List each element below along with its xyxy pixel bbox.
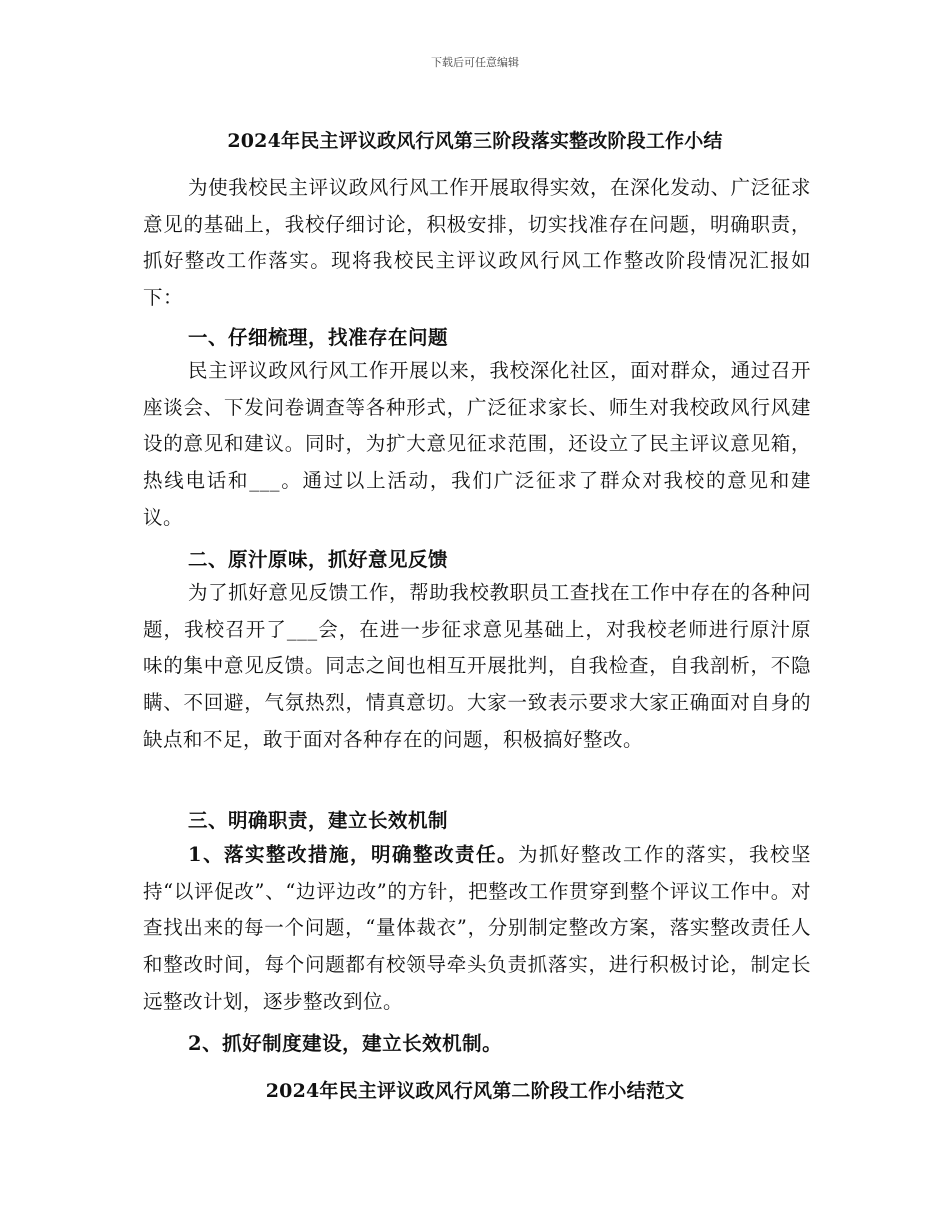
item2-heading: 2、抓好制度建设，建立长效机制。 <box>188 1032 503 1055</box>
section2-heading: 二、原汁原味，抓好意见反馈 <box>188 548 449 571</box>
section1-heading: 一、仔细梳理，找准存在问题 <box>188 326 449 349</box>
section3-heading: 三、明确职责，建立长效机制 <box>188 809 449 832</box>
document-title: 2024年民主评议政风行风第三阶段落实整改阶段工作小结 <box>227 130 723 152</box>
section1-paragraph: 民主评议政风行风工作开展以来，我校深化社区，面对群众，通过召开座谈会、下发问卷调查等各种形式，广泛征求家长、师生对我校政风行风建设的意见和建议。同时，为扩大意见征求范围，还设立了民主评议意见箱，热线电话和___。通过以上活动，我们广泛征求了群众对我校的意见和建议。 <box>143 359 811 529</box>
item1-paragraph <box>143 837 811 1021</box>
item1-lead: 1、落实整改措施，明确整改责任。 <box>188 843 519 866</box>
section2-paragraph: 为了抓好意见反馈工作，帮助我校教职员工查找在工作中存在的各种问题，我校召开了___会，在进一步征求意见基础上，对我校老师进行原汁原味的集中意见反馈。同志之间也相互开展批判，自我检查，自我剖析，不隐瞒、不回避，气氛热烈，情真意切。大家一致表示要求大家正确面对自身的缺点和不足，敢于面对各种存在的问题，积极搞好整改。 <box>143 581 811 751</box>
intro-paragraph: 为使我校民主评议政风行风工作开展取得实效，在深化发动、广泛征求意见的基础上，我校仔细讨论，积极安排，切实找准存在问题，明确职责，抓好整改工作落实。现将我校民主评议政风行风工作整改阶段情况汇报如下： <box>143 176 811 310</box>
item1-body: 为抓好整改工作的落实，我校坚持“以评促改”、“边评边改”的方针，把整改工作贯穿到整个评议工作中。对查找出来的每一个问题，“量体裁衣”，分别制定整改方案，落实整改责任人和整改时间，每个问题都有校领导牵头负责抓落实，进行积极讨论，制定长远整改计划，逐步整改到位。 <box>143 843 811 1013</box>
next-document-title: 2024年民主评议政风行风第二阶段工作小结范文 <box>265 1080 685 1102</box>
header-note: 下载后可任意编辑 <box>431 56 519 69</box>
